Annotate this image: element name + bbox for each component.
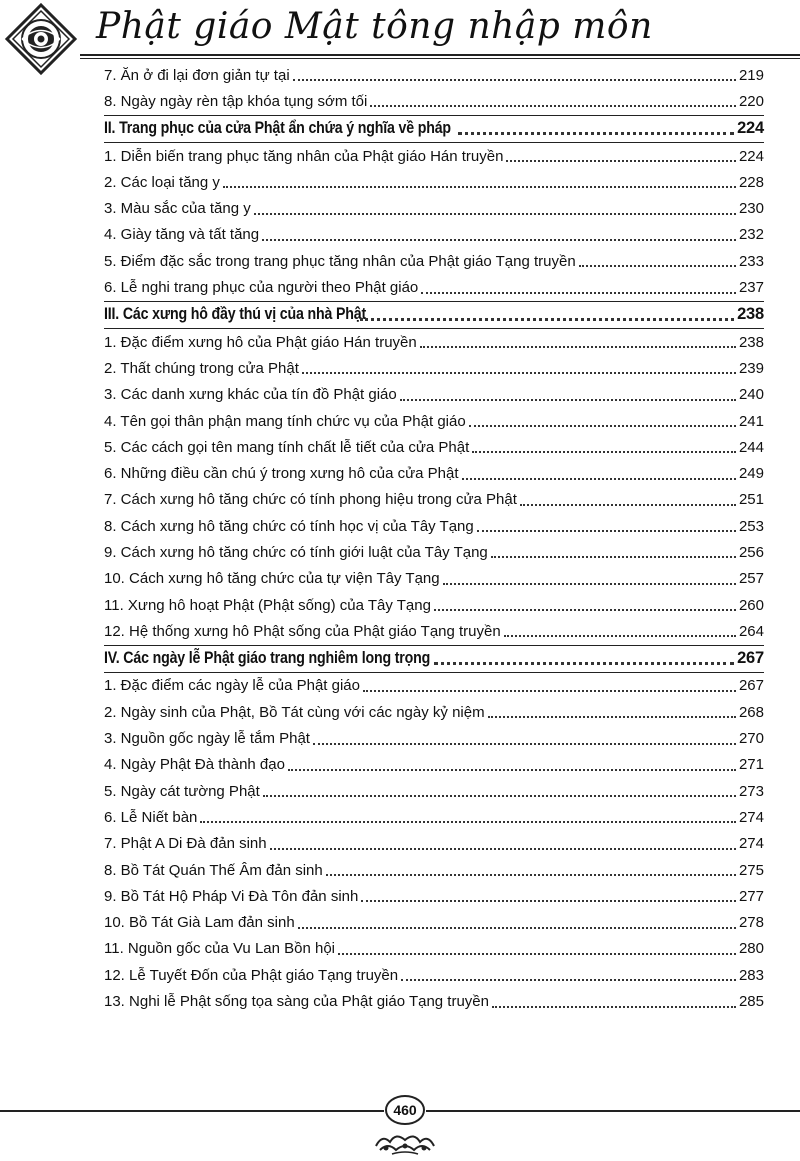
dot-leader [302,372,736,374]
dot-leader [421,292,736,294]
toc-entry-title: 2. Ngày sinh của Phật, Bồ Tát cùng với các ngày kỷ niệm [104,703,485,721]
toc-page-number: 253 [738,517,764,535]
toc-page-number: 239 [738,359,764,377]
toc-entry-title: 1. Đặc điểm xưng hô của Phật giáo Hán truyền [104,333,417,351]
dot-leader [263,795,736,797]
header-rule [80,54,800,56]
toc-page-number: 237 [738,279,764,297]
dot-leader [401,979,736,981]
toc-page-number: 274 [738,835,764,853]
toc-entry-title: 3. Các danh xưng khác của tín đồ Phật giáo [104,386,397,404]
toc-item-row [104,673,764,699]
toc-entry-title: 12. Lễ Tuyết Đốn của Phật giáo Tạng truyền [104,966,399,984]
toc-entry-title: 8. Cách xưng hô tăng chức có tính học vị của Tây Tạng [104,517,474,535]
toc-item-row [104,355,764,381]
toc-entry-title: 12. Hệ thống xưng hô Phật sống của Phật giáo Tạng truyền [104,622,501,640]
dot-leader [361,900,736,902]
toc-page-number: 233 [738,252,764,270]
toc-item-row [104,962,764,988]
toc-entry-title: 5. Ngày cát tường Phật [104,782,260,800]
footer-rule-right [426,1110,800,1112]
dot-leader [579,265,736,267]
toc-entry-title: 5. Điểm đặc sắc trong trang phục tăng nhân của Phật giáo Tạng truyền [104,252,576,270]
toc-item-row [104,487,764,513]
toc-item-row [104,195,764,221]
toc-item-row [104,910,764,936]
toc-item-row [104,857,764,883]
toc-page-number: 228 [738,173,764,191]
toc-page-number: 241 [738,412,764,430]
dot-leader [400,399,736,401]
toc-entry-title: 11. Xưng hô hoạt Phật (Phật sống) của Tây Tạng [104,596,431,614]
dot-leader [223,186,736,188]
toc-item-row [104,274,764,300]
toc-page-number: 268 [738,703,764,721]
toc-item-row [104,778,764,804]
toc-item-row [104,513,764,539]
toc-entry-title: 3. Nguồn gốc ngày lễ tắm Phật [104,730,310,748]
toc-page-number: 285 [738,993,764,1011]
toc-item-row [104,936,764,962]
toc-entry-title: 7. Cách xưng hô tăng chức có tính phong hiệu trong cửa Phật [104,491,517,509]
toc-page-number: 251 [738,491,764,509]
toc-page-number: 275 [738,861,764,879]
dot-leader [472,451,736,453]
dot-leader [520,504,736,506]
toc-item-row [104,460,764,486]
toc-page-number: 220 [738,92,764,110]
toc-page-number: 230 [738,200,764,218]
toc-item-row [104,434,764,460]
dot-leader [270,848,736,850]
toc-entry-title: 7. Ăn ở đi lại đơn giản tự tại [104,66,290,84]
dot-leader [488,716,736,718]
toc-page-number: 232 [738,226,764,244]
toc-page-number: 256 [738,543,764,561]
toc-entry-title: IV. Các ngày lễ Phật giáo trang nghiêm long trọng [104,649,431,668]
toc-item-row [104,329,764,355]
toc-page-number: 224 [737,119,764,138]
dot-leader [491,556,736,558]
toc-item-row [104,248,764,274]
toc-entry-title: 9. Bồ Tát Hộ Pháp Vi Đà Tôn đản sinh [104,887,359,905]
toc-page-number: 238 [737,305,764,324]
toc-item-row [104,88,764,114]
toc-page-number: 224 [738,147,764,165]
page-number-badge [384,1093,426,1127]
dot-leader [462,478,736,480]
toc-page-number: 278 [738,914,764,932]
toc-entry-title: 8. Bồ Tát Quán Thế Âm đản sinh [104,861,323,879]
toc-page-number: 219 [738,66,764,84]
toc-item-row [104,566,764,592]
toc-entry-title: 1. Diễn biến trang phục tăng nhân của Phật giáo Hán truyền [104,147,504,165]
dot-leader [420,346,736,348]
dharma-emblem-icon [4,2,78,76]
toc-entry-title: 11. Nguồn gốc của Vu Lan Bồn hội [104,940,336,958]
toc-item-row [104,143,764,169]
dot-leader [458,132,734,135]
table-of-contents [104,62,764,1015]
toc-page-number: 267 [738,677,764,695]
toc-entry-title: 9. Cách xưng hô tăng chức có tính giới luật của Tây Tạng [104,543,488,561]
toc-item-row [104,618,764,644]
toc-item-row [104,539,764,565]
toc-item-row [104,699,764,725]
toc-page-number: 249 [738,465,764,483]
toc-page-number: 271 [738,756,764,774]
toc-item-row [104,725,764,751]
toc-item-row [104,382,764,408]
toc-item-row [104,831,764,857]
dot-leader [326,874,736,876]
dot-leader [434,662,734,665]
toc-entry-title: 3. Màu sắc của tăng y [104,200,251,218]
toc-section-row [104,115,764,143]
toc-entry-title: II. Trang phục của cửa Phật ẩn chứa ý nghĩa về pháp [104,119,451,138]
toc-page-number: 283 [738,966,764,984]
toc-entry-title: 8. Ngày ngày rèn tập khóa tụng sớm tối [104,92,368,110]
toc-item-row [104,804,764,830]
dot-leader [469,425,736,427]
toc-entry-title: 7. Phật A Di Đà đản sinh [104,835,267,853]
dot-leader [477,530,736,532]
toc-entry-title: 4. Giày tăng và tất tăng [104,226,260,244]
toc-entry-title: 6. Lễ Niết bàn [104,808,198,826]
dot-leader [262,239,736,241]
toc-entry-title: 4. Ngày Phật Đà thành đạo [104,756,285,774]
toc-item-row [104,222,764,248]
dot-leader [360,318,734,321]
toc-entry-title: 4. Tên gọi thân phận mang tính chức vụ của Phật giáo [104,412,466,430]
dot-leader [370,105,736,107]
toc-entry-title: 1. Đặc điểm các ngày lễ của Phật giáo [104,677,360,695]
toc-page-number: 280 [738,940,764,958]
dot-leader [254,213,736,215]
toc-page-number: 273 [738,782,764,800]
dot-leader [443,583,736,585]
dot-leader [200,821,736,823]
toc-section-row [104,645,764,673]
toc-item-row [104,62,764,88]
toc-entry-title: 2. Các loại tăng y [104,173,220,191]
toc-item-row [104,169,764,195]
dot-leader [506,160,736,162]
toc-entry-title: 6. Những điều cần chú ý trong xưng hô của cửa Phật [104,465,459,483]
header-rule-thin [80,58,800,59]
dot-leader [434,609,736,611]
toc-item-row [104,988,764,1014]
toc-entry-title: 5. Các cách gọi tên mang tính chất lễ tiết của cửa Phật [104,438,470,456]
dot-leader [293,79,736,81]
toc-section-row [104,301,764,329]
dot-leader [363,690,736,692]
dot-leader [288,769,736,771]
toc-page-number: 270 [738,730,764,748]
dot-leader [492,1006,736,1008]
toc-item-row [104,883,764,909]
dot-leader [298,927,736,929]
page-header [0,0,800,70]
header-title: Phật giáo Mật tông nhập môn [96,6,653,47]
toc-page-number: 240 [738,386,764,404]
toc-page-number: 257 [738,570,764,588]
toc-item-row [104,752,764,778]
toc-entry-title: 10. Cách xưng hô tăng chức của tự viện Tây Tạng [104,570,440,588]
dot-leader [504,635,736,637]
toc-entry-title: 13. Nghi lễ Phật sống tọa sàng của Phật giáo Tạng truyền [104,993,489,1011]
toc-page-number: 238 [738,333,764,351]
toc-entry-title: 6. Lễ nghi trang phục của người theo Phật giáo [104,279,419,297]
page-number: 460 [393,1102,417,1118]
toc-entry-title: 2. Thất chúng trong cửa Phật [104,359,299,377]
toc-entry-title: III. Các xưng hô đầy thú vị của nhà Phật [104,305,367,324]
toc-item-row [104,592,764,618]
footer-rule-left [0,1110,384,1112]
toc-page-number: 260 [738,596,764,614]
toc-page-number: 274 [738,808,764,826]
toc-page-number: 244 [738,438,764,456]
dot-leader [338,953,736,955]
toc-page-number: 277 [738,887,764,905]
toc-item-row [104,408,764,434]
toc-entry-title: 10. Bồ Tát Già Lam đản sinh [104,914,295,932]
cloud-ornament-icon [372,1128,438,1156]
toc-page-number: 267 [737,649,764,668]
dot-leader [313,743,736,745]
toc-page-number: 264 [738,622,764,640]
